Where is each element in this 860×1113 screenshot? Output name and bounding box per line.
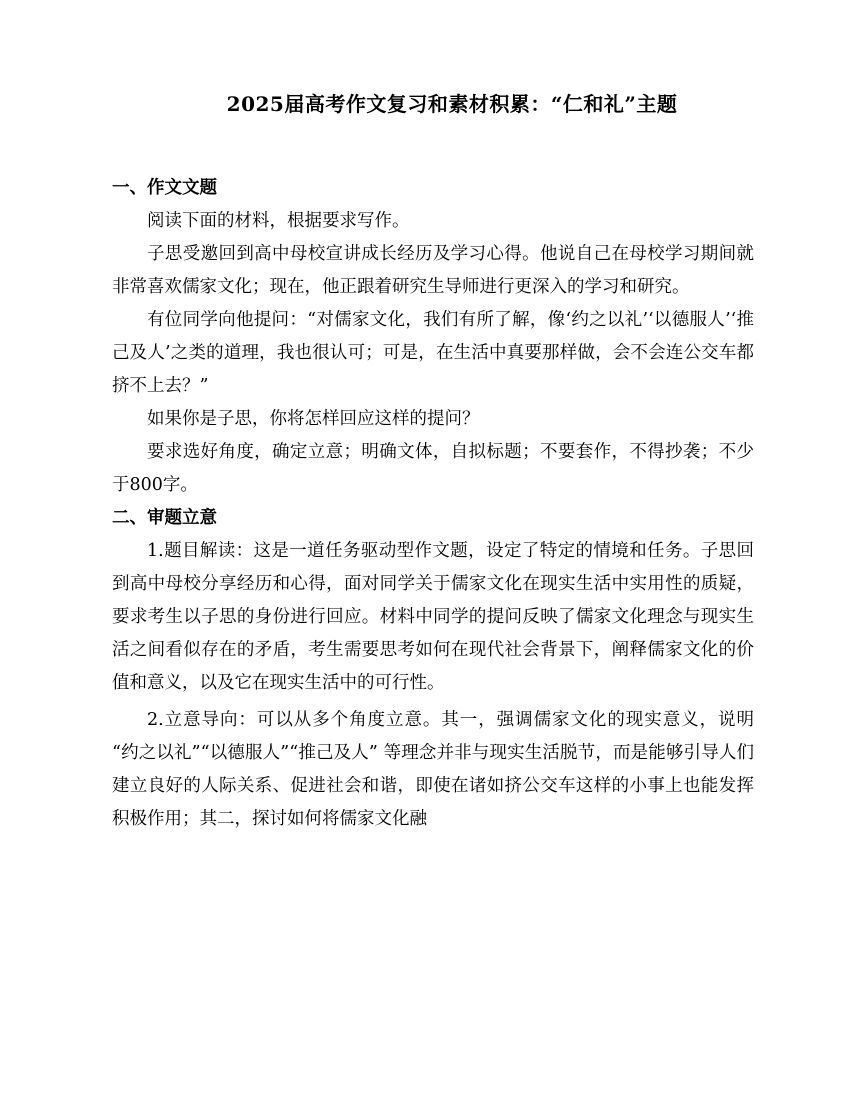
paragraph: 有位同学向他提问：“对儒家文化，我们有所了解，像‘约之以礼’‘以德服人’‘推己及人’之类的道理，我也很认可；可是，在生活中真要那样做，会不会连公交车都挤不上去？” xyxy=(112,310,754,396)
section-analysis xyxy=(112,502,754,836)
paragraph: 子思受邀回到高中母校宣讲成长经历及学习心得。他说自己在母校学习期间就非常喜欢儒家文化；现在，他正跟着研究生导师进行更深入的学习和研究。 xyxy=(112,244,754,297)
paragraph: 2.立意导向：可以从多个角度立意。其一，强调儒家文化的现实意义，说明 “约之以礼”“以德服人”“推己及人” 等理念并非与现实生活脱节，而是能够引导人们建立良好的人际关系、促进社会和谐，即使在诸如挤公交车这样的小事上也能发挥积极作用；其二，探讨如何将儒家文化融 xyxy=(112,710,754,829)
paragraph: 要求选好角度，确定立意；明确文体，自拟标题；不要套作，不得抄袭；不少于800字。 xyxy=(112,442,754,495)
document-title: 2025届高考作文复习和素材积累：“仁和礼”主题 xyxy=(226,92,678,116)
document-body xyxy=(112,172,754,836)
paragraph: 阅读下面的材料，根据要求写作。 xyxy=(147,211,410,231)
section-heading-analysis: 二、审题立意 xyxy=(112,508,217,528)
paragraph: 如果你是子思，你将怎样回应这样的提问？ xyxy=(147,409,480,429)
section-prompt xyxy=(112,172,754,502)
section-heading-prompt: 一、作文文题 xyxy=(112,178,217,198)
paragraph: 1.题目解读：这是一道任务驱动型作文题，设定了特定的情境和任务。子思回到高中母校分享经历和心得，面对同学关于儒家文化在现实生活中实用性的质疑，要求考生以子思的身份进行回应。材料中同学的提问反映了儒家文化理念与现实生活之间看似存在的矛盾，考生需要思考如何在现代社会背景下，阐释儒家文化的价值和意义，以及它在现实生活中的可行性。 xyxy=(112,541,754,693)
